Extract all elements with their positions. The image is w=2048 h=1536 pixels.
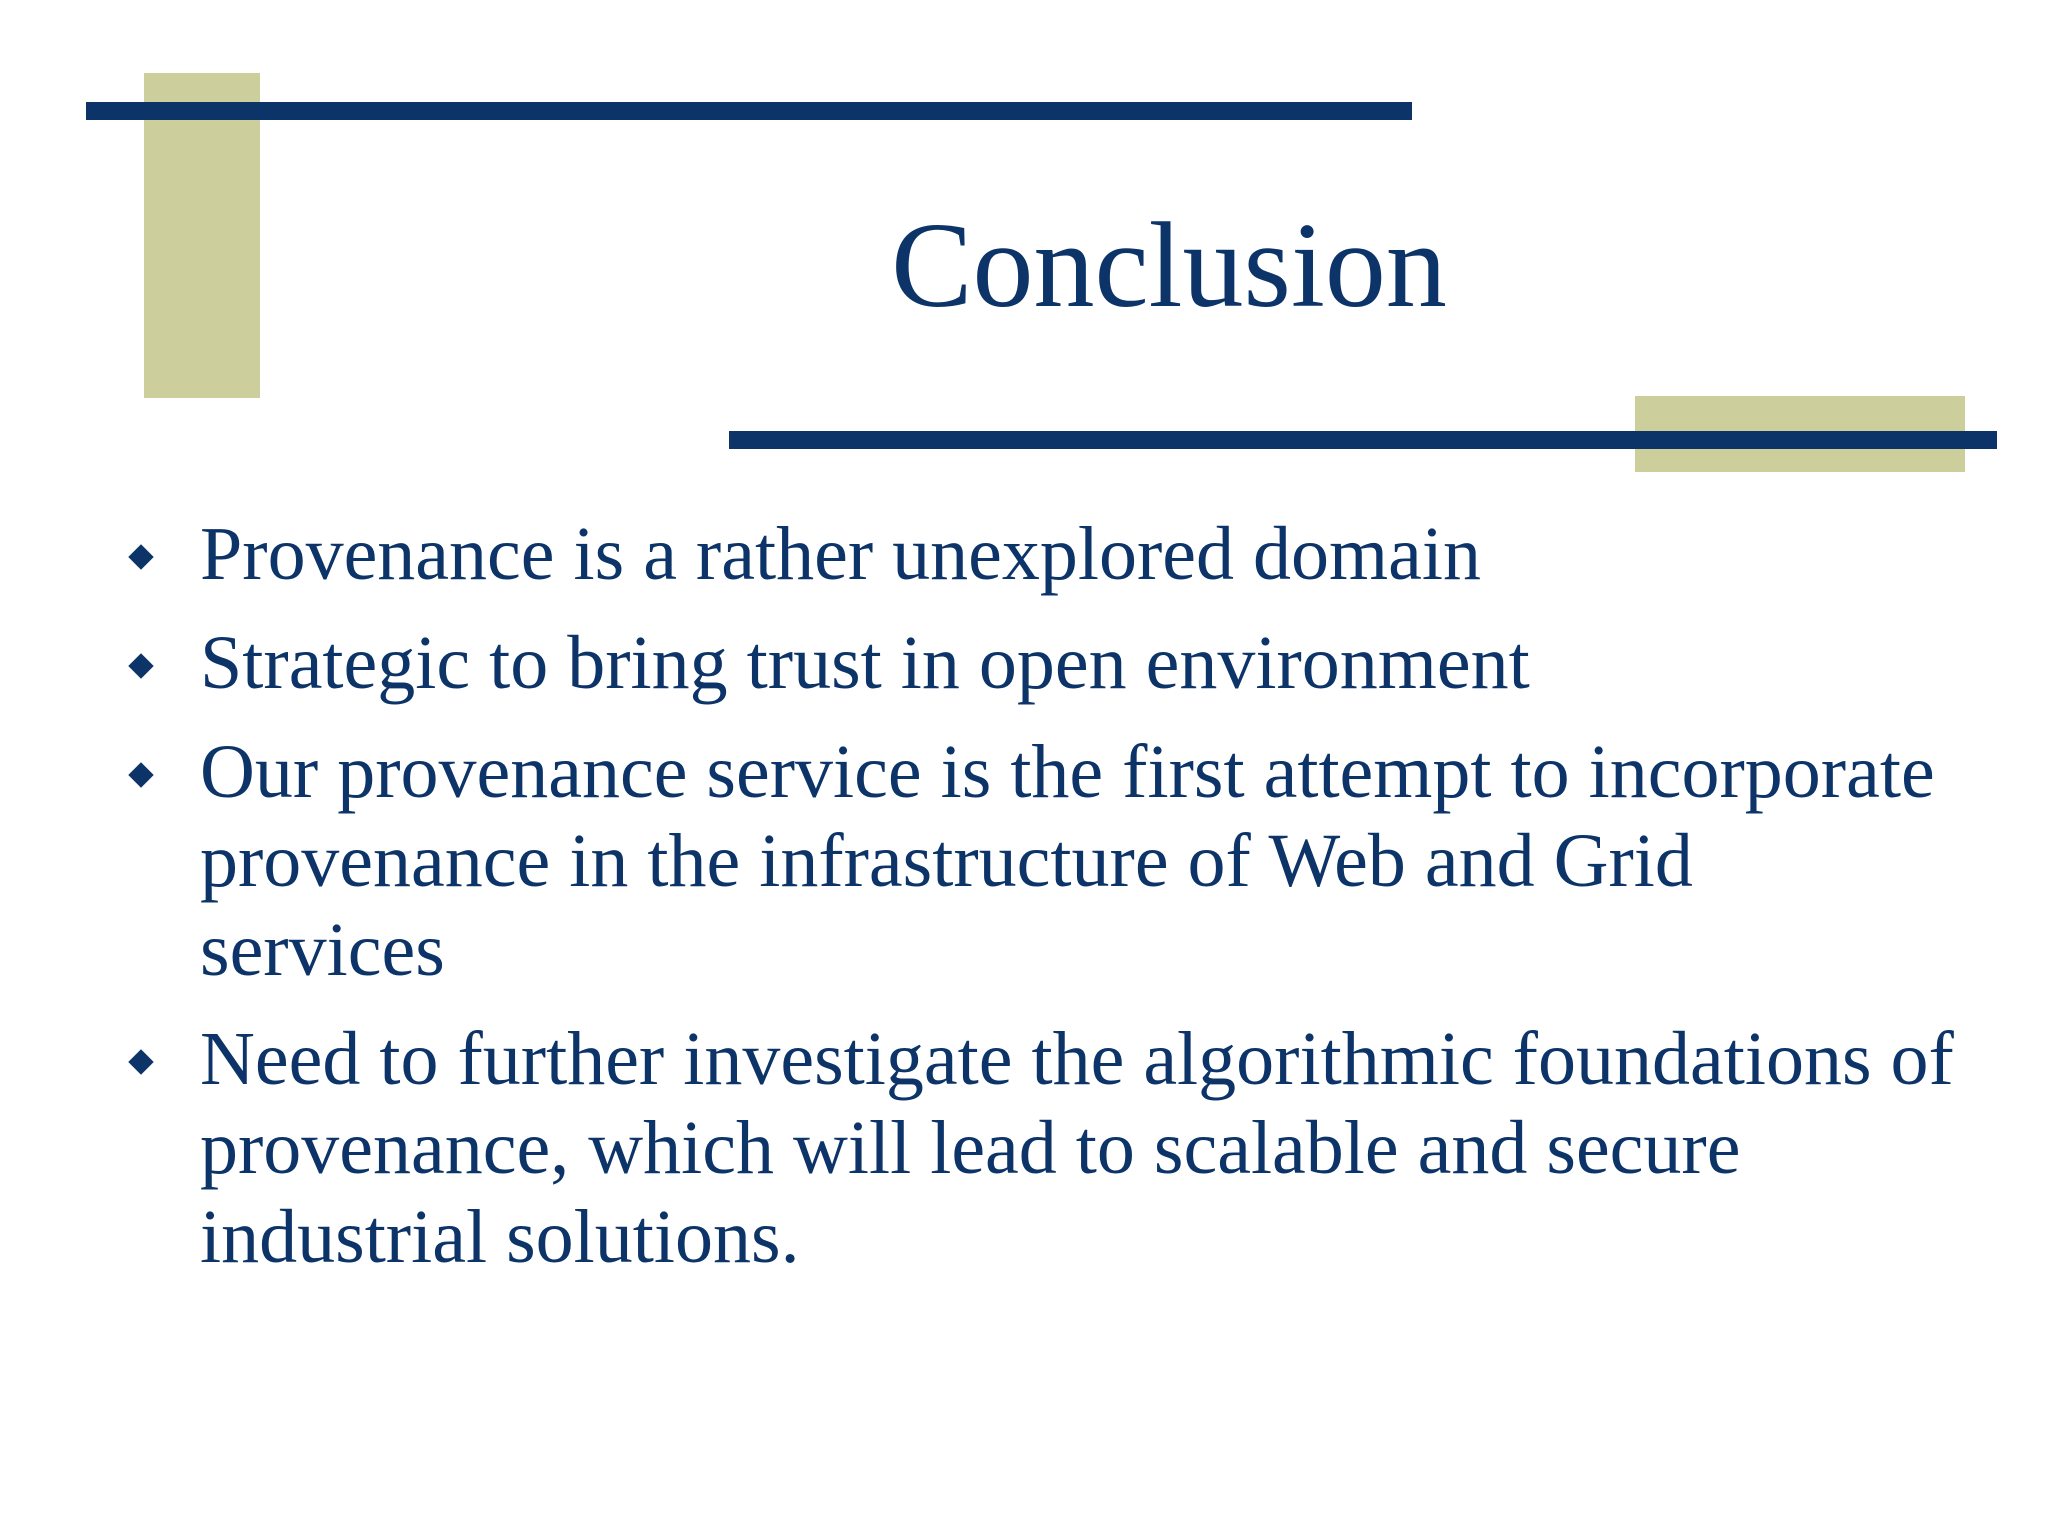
bullet-text: Our provenance service is the first attempt to incorporate provenance in the infrastructure of Web and Grid services: [200, 730, 1935, 992]
decorative-bar-bottom: [729, 431, 1997, 449]
bullet-text: Strategic to bring trust in open environment: [200, 621, 1530, 705]
decorative-bar-top: [86, 102, 1412, 120]
bullet-text: Provenance is a rather unexplored domain: [200, 512, 1481, 596]
bullet-text: Need to further investigate the algorithmic foundations of provenance, which will lead to scalable and secure industrial solutions.: [200, 1017, 1954, 1279]
bullet-item: [126, 1015, 1956, 1282]
slide-title: Conclusion: [891, 198, 1447, 333]
bullet-item: [126, 728, 1956, 995]
diamond-bullet-icon: [128, 762, 153, 787]
diamond-bullet-icon: [128, 544, 153, 569]
diamond-bullet-icon: [128, 1049, 153, 1074]
bullet-list: [126, 510, 1956, 1302]
bullet-item: [126, 619, 1956, 708]
bullet-item: [126, 510, 1956, 599]
diamond-bullet-icon: [128, 653, 153, 678]
